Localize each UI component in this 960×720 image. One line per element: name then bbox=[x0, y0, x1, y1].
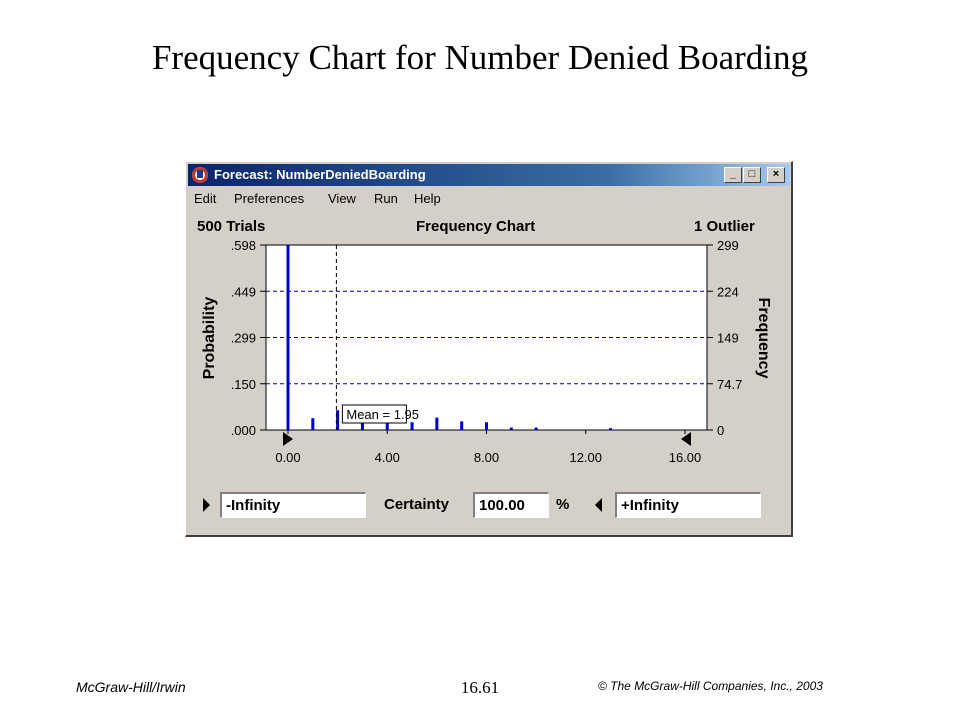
mean-label: Mean = 1.95 bbox=[346, 407, 420, 422]
slide-title: Frequency Chart for Number Denied Boarding bbox=[151, 38, 809, 77]
certainty-label: Certainty bbox=[384, 496, 450, 513]
bar bbox=[311, 418, 314, 430]
y-axis-label: Probability bbox=[201, 296, 218, 380]
upper-bound-input[interactable]: +Infinity bbox=[615, 492, 761, 518]
y-tick-label: .598 bbox=[230, 238, 256, 253]
outlier-count: 1 Outlier bbox=[694, 218, 755, 235]
x-tick-label: 8.00 bbox=[473, 450, 500, 465]
footer-copyright: © The McGraw-Hill Companies, Inc., 2003 bbox=[598, 679, 823, 693]
y-tick-label: .449 bbox=[230, 284, 256, 300]
bar bbox=[485, 422, 488, 430]
bar bbox=[411, 422, 414, 430]
y-tick-label: .150 bbox=[230, 376, 256, 392]
bar bbox=[460, 421, 463, 430]
lower-grab-arrow[interactable] bbox=[203, 498, 210, 512]
menu-preferences[interactable]: Preferences bbox=[234, 191, 305, 206]
percent-sign: % bbox=[556, 496, 570, 513]
bar bbox=[435, 418, 438, 430]
bar bbox=[609, 428, 612, 430]
close-button[interactable]: × bbox=[767, 167, 785, 183]
footer-publisher: McGraw-Hill/Irwin bbox=[76, 679, 186, 695]
y2-tick-label: 74.7 bbox=[717, 376, 743, 392]
lower-bound-marker[interactable] bbox=[283, 432, 293, 446]
menu-help[interactable]: Help bbox=[414, 191, 441, 206]
chart-type-label: Frequency Chart bbox=[416, 218, 536, 235]
upper-bound-marker[interactable] bbox=[681, 432, 691, 446]
x-tick-label: 0.00 bbox=[275, 450, 301, 465]
frequency-chart bbox=[186, 162, 792, 534]
y2-axis-label: Frequency bbox=[755, 297, 772, 379]
x-tick-labels bbox=[275, 450, 701, 465]
bar bbox=[287, 245, 290, 430]
window-title: Forecast: NumberDeniedBoarding bbox=[214, 167, 426, 182]
menu-view[interactable]: View bbox=[328, 191, 356, 206]
y2-tick-labels bbox=[717, 238, 742, 438]
slide-number: 16.61 bbox=[460, 678, 500, 697]
y2-tick-label: 149 bbox=[717, 330, 739, 346]
x-tick-label: 12.00 bbox=[569, 450, 603, 465]
y2-tick-label: 224 bbox=[717, 284, 739, 300]
x-tick-label: 16.00 bbox=[668, 450, 702, 465]
bar bbox=[535, 428, 538, 430]
bar bbox=[510, 428, 513, 430]
forecast-window bbox=[185, 161, 793, 537]
y-tick-label: .299 bbox=[230, 330, 256, 346]
trials-count: 500 Trials bbox=[197, 218, 266, 235]
y2-tick-label: 299 bbox=[717, 238, 739, 253]
maximize-button[interactable]: □ bbox=[743, 167, 761, 183]
y-tick-labels bbox=[231, 238, 256, 438]
y2-tick-label: 0 bbox=[717, 423, 725, 438]
y-tick-label: .000 bbox=[230, 423, 256, 438]
lower-bound-input[interactable]: -Infinity bbox=[220, 492, 366, 518]
upper-grab-arrow[interactable] bbox=[595, 498, 602, 512]
certainty-input[interactable]: 100.00 bbox=[473, 492, 549, 518]
menu-run[interactable]: Run bbox=[374, 191, 398, 206]
menu-edit[interactable]: Edit bbox=[194, 191, 217, 206]
minimize-button[interactable]: _ bbox=[724, 167, 742, 183]
x-tick-label: 4.00 bbox=[374, 450, 400, 465]
